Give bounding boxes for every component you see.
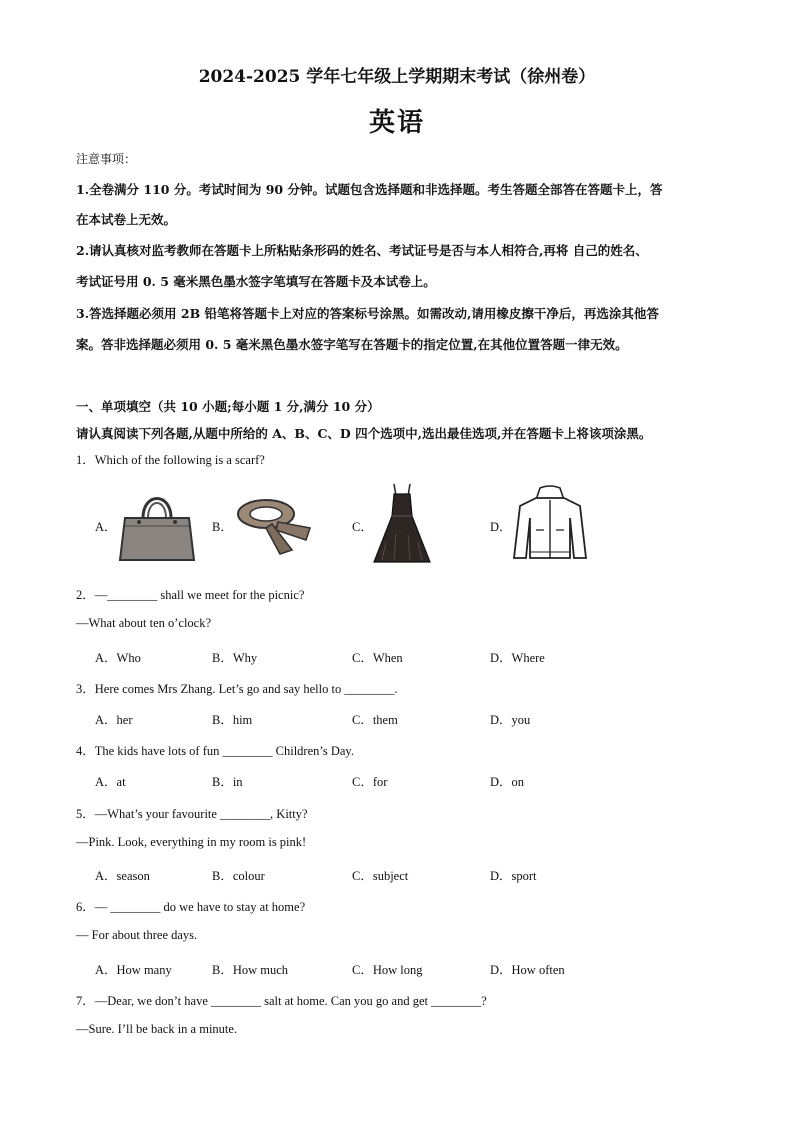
question-stem: 6．— ________ do we have to stay at home? xyxy=(76,900,306,914)
option-label: A．How many xyxy=(95,963,172,977)
option-label: C．them xyxy=(352,713,398,727)
option-label: A．season xyxy=(95,869,150,883)
option-label: D．How often xyxy=(490,963,565,977)
handbag-image xyxy=(117,488,197,563)
question-stem: 1．Which of the following is a scarf? xyxy=(76,453,265,467)
question-stem: 3．Here comes Mrs Zhang. Let’s go and say hello to ________. xyxy=(76,682,398,696)
option-label: A．her xyxy=(95,713,133,727)
question-stem: 5．—What’s your favourite ________, Kitty? xyxy=(76,807,308,821)
option-label: D． xyxy=(490,520,512,534)
question-stem: 2．—________ shall we meet for the picnic? xyxy=(76,588,305,602)
section-heading: 一、单项填空（共 10 小题;每小题 1 分,满分 10 分） xyxy=(76,399,380,414)
question-stem: 4．The kids have lots of fun ________ Children’s Day. xyxy=(76,744,354,758)
jacket-image xyxy=(510,484,590,564)
subject-title: 英语 xyxy=(368,108,425,138)
dress-image xyxy=(372,482,432,566)
option-label: A． xyxy=(95,520,117,534)
option-label: D．sport xyxy=(490,869,537,883)
scarf-image xyxy=(232,492,316,557)
option-label: C．for xyxy=(352,775,388,789)
option-label: D．on xyxy=(490,775,525,789)
question-stem: 7．—Dear, we don’t have ________ salt at home. Can you go and get ________? xyxy=(76,994,487,1008)
option-label: C．When xyxy=(352,651,403,665)
note-line: 在本试卷上无效。 xyxy=(76,212,177,227)
option-label: A．Who xyxy=(95,651,141,665)
question-reply: — For about three days. xyxy=(76,928,198,942)
option-label: B．colour xyxy=(212,869,265,883)
note-line: 案。答非选择题必须用 0. 5 毫米黑色墨水签字笔写在答题卡的指定位置,在其他位置答题一律无效。 xyxy=(76,337,628,352)
option-label: C． xyxy=(352,520,373,534)
section-instruction: 请认真阅读下列各题,从题中所给的 A、B、C、D 四个选项中,选出最佳选项,并在答题卡上将该项涂黑。 xyxy=(76,426,652,441)
question-reply: —Sure. I’ll be back in a minute. xyxy=(76,1022,238,1036)
option-label: B．in xyxy=(212,775,243,789)
option-label: B．Why xyxy=(212,651,258,665)
note-line: 3.答选择题必须用 2B 铅笔将答题卡上对应的答案标号涂黑。如需改动,请用橡皮擦干净后，再选涂其他答 xyxy=(76,306,659,321)
option-label: B．How much xyxy=(212,963,289,977)
note-line: 2.请认真核对监考教师在答题卡上所粘贴条形码的姓名、考试证号是否与本人相符合,再将 自己的姓名、 xyxy=(76,243,648,258)
option-label: C．subject xyxy=(352,869,409,883)
question-reply: —What about ten o’clock? xyxy=(76,616,212,630)
note-line: 1.全卷满分 110 分。考试时间为 90 分钟。试题包含选择题和非选择题。考生答题全部答在答题卡上，答 xyxy=(76,182,663,197)
note-line: 考试证号用 0. 5 毫米黑色墨水签字笔填写在答题卡及本试卷上。 xyxy=(76,274,436,289)
exam-title: 2024-2025 学年七年级上学期期末考试（徐州卷） xyxy=(198,67,596,87)
option-label: B．him xyxy=(212,713,253,727)
option-label: D．Where xyxy=(490,651,545,665)
option-label: B． xyxy=(212,520,233,534)
option-label: C．How long xyxy=(352,963,423,977)
option-label: D．you xyxy=(490,713,531,727)
question-reply: —Pink. Look, everything in my room is pink! xyxy=(76,835,307,849)
notes-heading: 注意事项： xyxy=(76,152,137,166)
option-label: A．at xyxy=(95,775,126,789)
